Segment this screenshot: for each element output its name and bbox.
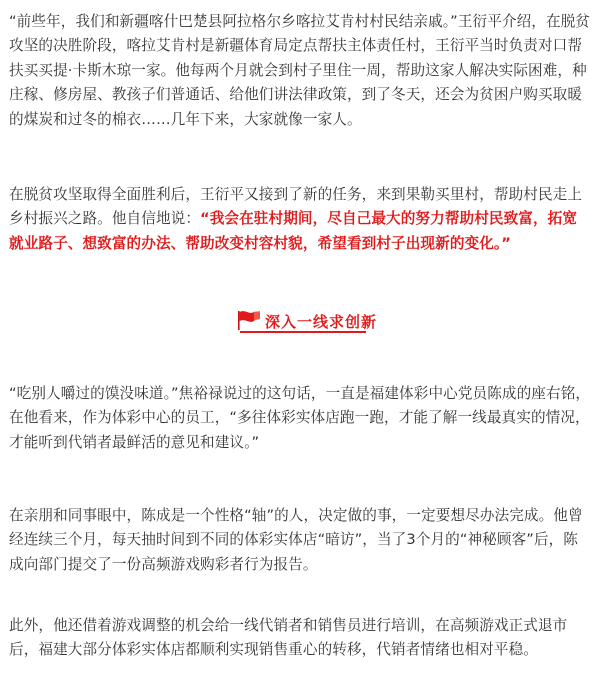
paragraph-2-lead: 在脱贫攻坚取得全面胜利后，王衍平又接到了新的任务，来到果勒买里村，帮助村民走上乡村振兴之路。他自信地说：	[9, 186, 583, 228]
paragraph-1: “前些年，我们和新疆喀什巴楚县阿拉格尔乡喀拉艾肯村村民结亲戚。”王衍平介绍，在脱贫攻坚的决胜阶段，喀拉艾肯村是新疆体育局定点帮扶主体责任村，王衍平当时负责对口帮扶买买提·卡斯木琼一家。他每两个月就会到村子里住一周，帮助这家人解决实际困难，种庄稼、修房屋、教孩子们普通话、给他们讲法律政策，到了冬天，还会为贫困户购买取暖的煤炭和过冬的棉衣……几年下来，大家就像一家人。	[9, 13, 591, 128]
paragraph-4: 在亲朋和同事眼中，陈成是一个性格“轴”的人，决定做的事，一定要想尽办法完成。他曾经连续三个月，每天抽时间到不同的体彩实体店“暗访”，当了3个月的“神秘顾客”后，陈成向部门提交了一份高频游戏购彩者行为报告。	[9, 507, 583, 573]
section-header	[0, 309, 600, 337]
paragraph-3: “吃别人嚼过的馍没味道。”焦裕禄说过的这句话，一直是福建体彩中心党员陈成的座右铭，在他看来，作为体彩中心的员工，“多往体彩实体店跑一跑，才能了解一线最真实的情况，才能听到代销者最鲜活的意见和建议。”	[9, 385, 591, 451]
paragraph-2	[9, 183, 591, 256]
paragraph-5: 此外，他还借着游戏调整的机会给一线代销者和销售员进行培训，在高频游戏正式退市后，福建大部分体彩实体店都顺利实现销售重心的转移，代销者情绪也相对平稳。	[9, 617, 568, 659]
section-divider	[240, 331, 366, 333]
highlighted-quote: “我会在驻村期间，尽自己最大的努力帮助村民致富，拓宽就业路子、想致富的办法、帮助改变村容村貌，希望看到村子出现新的变化。”	[9, 210, 578, 252]
red-flag-icon	[236, 309, 262, 331]
section-title: 深入一线求创新	[265, 313, 378, 331]
